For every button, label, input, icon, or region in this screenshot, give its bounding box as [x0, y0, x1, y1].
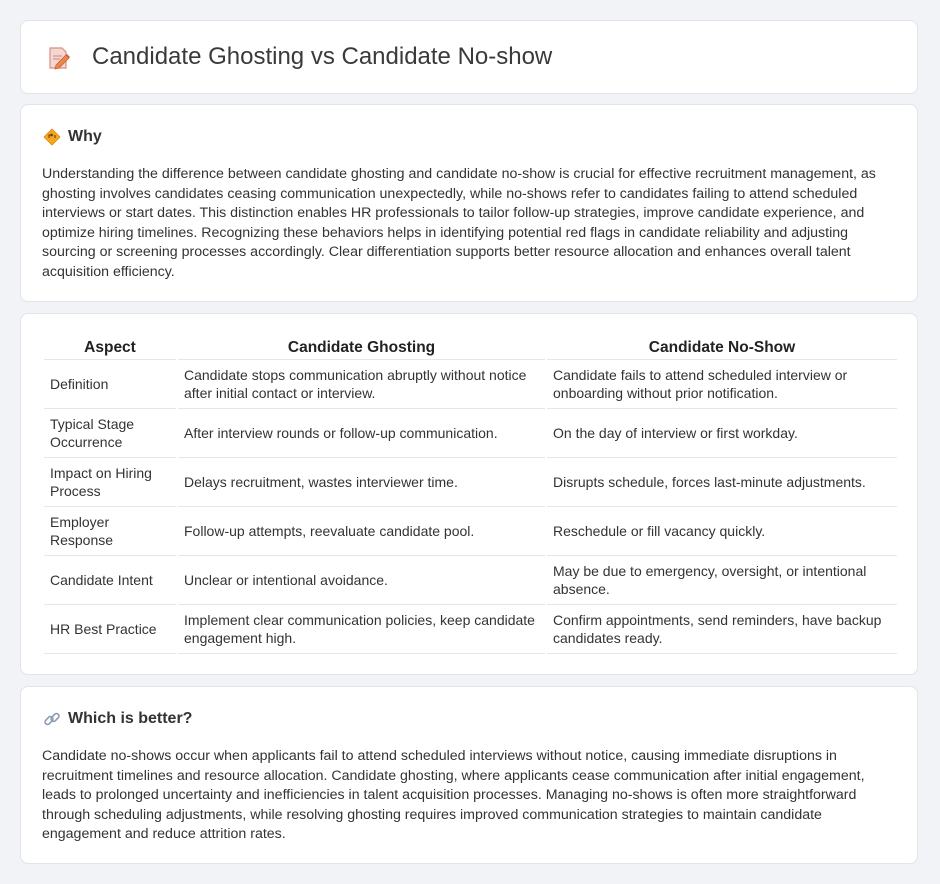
table-row [44, 556, 897, 605]
better-title: Which is better? [68, 710, 193, 727]
aspect-cell: Candidate Intent [44, 556, 176, 605]
table-row [44, 360, 897, 409]
ghosting-cell: Delays recruitment, wastes interviewer time. [178, 458, 545, 507]
ghosting-cell: Unclear or intentional avoidance. [178, 556, 545, 605]
aspect-cell: Typical Stage Occurrence [44, 409, 176, 458]
document-pencil-icon [47, 45, 71, 71]
table-row [44, 605, 897, 654]
link-icon [43, 710, 61, 728]
header-ghosting: Candidate Ghosting [178, 334, 545, 360]
ghosting-cell: After interview rounds or follow-up communication. [178, 409, 545, 458]
no-show-cell: Reschedule or fill vacancy quickly. [547, 507, 897, 556]
table-row [44, 507, 897, 556]
table-row [44, 409, 897, 458]
ghosting-cell: Follow-up attempts, reevaluate candidate pool. [178, 507, 545, 556]
which-is-better-section [20, 686, 918, 864]
title-card [20, 20, 918, 94]
aspect-cell: Definition [44, 360, 176, 409]
table-row [44, 458, 897, 507]
page-title: Candidate Ghosting vs Candidate No-show [92, 43, 553, 70]
no-show-cell: Confirm appointments, send reminders, have backup candidates ready. [547, 605, 897, 654]
no-show-cell: May be due to emergency, oversight, or intentional absence. [547, 556, 897, 605]
header-aspect: Aspect [44, 334, 176, 360]
aspect-cell: Impact on Hiring Process [44, 458, 176, 507]
no-show-cell: Candidate fails to attend scheduled interview or onboarding without prior notification. [547, 360, 897, 409]
why-title: Why [68, 128, 102, 145]
ghosting-cell: Implement clear communication policies, keep candidate engagement high. [178, 605, 545, 654]
aspect-cell: Employer Response [44, 507, 176, 556]
comparison-table-card [20, 313, 918, 675]
header-no-show: Candidate No-Show [547, 334, 897, 360]
aspect-cell: HR Best Practice [44, 605, 176, 654]
signpost-icon [43, 128, 61, 146]
table-header-row [44, 334, 897, 360]
why-section [20, 104, 918, 302]
better-text: Candidate no-shows occur when applicants fail to attend scheduled interviews without notice, causing immediate disruptions in recruitment timelines and resource allocation. Candidate ghosting, where applicants cease communication after initial engagement, leads to prolonged uncertainty and inefficiencies in talent acquisition processes. Managing no-shows is often more straightforward through scheduling adjustments, while resolving ghosting requires improved communication strategies to maintain candidate engagement and reduce attrition rates. [42, 748, 865, 842]
ghosting-cell: Candidate stops communication abruptly without notice after initial contact or interview. [178, 360, 545, 409]
why-text: Understanding the difference between candidate ghosting and candidate no-show is crucial for effective recruitment management, as ghosting involves candidates ceasing communication unexpectedly, while no-shows refer to candidates failing to attend scheduled interviews or start dates. This distinction enables HR professionals to tailor follow-up strategies, improve candidate experience, and optimize hiring timelines. Recognizing these behaviors helps in identifying potential red flags in candidate reliability and adjusting sourcing or screening processes accordingly. Clear differentiation supports better resource allocation and enhances overall talent acquisition efficiency. [42, 166, 876, 280]
no-show-cell: On the day of interview or first workday. [547, 409, 897, 458]
comparison-table [42, 334, 899, 654]
no-show-cell: Disrupts schedule, forces last-minute adjustments. [547, 458, 897, 507]
